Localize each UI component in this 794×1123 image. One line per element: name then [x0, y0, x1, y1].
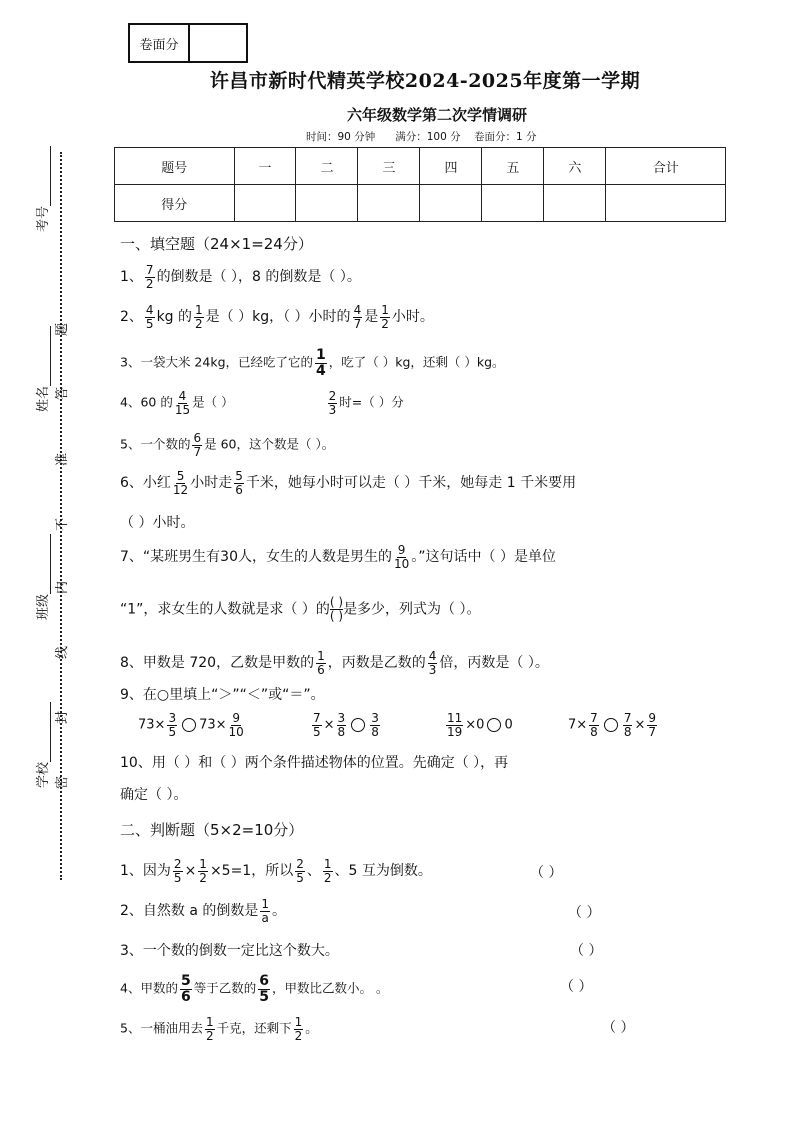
- section1-title: 一、填空题（24×1=24分）: [120, 235, 313, 253]
- compare-circle[interactable]: [182, 718, 196, 732]
- header-cell: 题号: [115, 148, 235, 185]
- header-cell: 合计: [606, 148, 726, 185]
- fraction: $\frac{4}{5}$: [145, 303, 154, 331]
- fraction: $\frac{7}{2}$: [145, 263, 154, 291]
- fraction: $\frac{6}{7}$: [193, 431, 202, 459]
- compare-circle[interactable]: [487, 718, 501, 732]
- fraction: $\frac{5}{6}$: [180, 973, 191, 1005]
- question-7-line2: “1”，求女生的人数就是求（ ）的 ( ) ( ) 是多少，列式为（ ）。: [120, 595, 481, 624]
- judge-2-answer[interactable]: （ ）: [568, 905, 601, 921]
- fraction: $\frac{3}{8}$: [337, 711, 346, 739]
- seal-char: 封: [55, 710, 71, 725]
- score-table-header-row: [115, 148, 726, 185]
- question-5: 5、一个数的 $\frac{6}{7}$ 是 60，这个数是（ ）。: [120, 431, 335, 459]
- judge-2: 2、自然数 a 的倒数是 $\frac{1}{a}$ 。: [120, 897, 287, 925]
- question-10: 10、用（ ）和（ ）两个条件描述物体的位置。先确定（ ），再: [120, 755, 509, 771]
- fraction: $\frac{1}{2}$: [195, 303, 203, 331]
- judge-4: 4、甲数的 $\frac{5}{6}$ 等于乙数的 $\frac{6}{5}$ ，甲数比乙数小。 。: [120, 973, 389, 1005]
- seal-char: 答: [55, 386, 71, 401]
- question-2: 2、 $\frac{4}{5}$ kg 的 $\frac{1}{2}$ 是（ ）kg，（ ）小时的 $\frac{4}{7}$ 是 $\frac{1}{2}$ 小时。: [120, 303, 434, 331]
- fraction: $\frac{2}{5}$: [296, 857, 304, 885]
- judge-1: 1、因为 $\frac{2}{5}$ × $\frac{1}{2}$ ×5=1，所以 $\frac{2}{5}$ 、 $\frac{1}{2}$ 、5 互为倒数。: [120, 857, 432, 885]
- school-field[interactable]: 学校: [32, 702, 51, 788]
- score-cell[interactable]: [482, 185, 544, 222]
- name-field[interactable]: 姓名: [32, 326, 51, 412]
- fraction: $\frac{2}{5}$: [173, 857, 182, 885]
- fraction: $\frac{7}{5}$: [313, 711, 321, 739]
- seal-char: 准: [55, 452, 71, 467]
- seal-char: 题: [55, 322, 71, 337]
- seal-char: 内: [55, 580, 71, 595]
- question-3: 3、一袋大米 24kg，已经吃了它的 $\frac{1}{4}$ ，吃了（ ）kg，还剩（ ）kg。: [120, 347, 505, 379]
- judge-3-answer[interactable]: （ ）: [570, 943, 603, 959]
- question-8: 8、甲数是 720，乙数是甲数的 $\frac{1}{6}$ ，丙数是乙数的 $\frac{4}{3}$ 倍，丙数是（ ）。: [120, 649, 549, 677]
- seal-char: 不: [55, 517, 71, 532]
- score-cell[interactable]: [234, 185, 296, 222]
- fraction: $\frac{1}{2}$: [294, 1015, 303, 1043]
- exam-subtitle: 六年级数学第二次学情调研: [346, 106, 527, 124]
- score-box-label: 卷面分: [130, 25, 190, 61]
- score-table-score-row: [115, 185, 726, 222]
- fraction: $\frac{9}{7}$: [648, 711, 656, 739]
- score-cell[interactable]: [544, 185, 606, 222]
- fraction: $\frac{3}{5}$: [168, 711, 177, 739]
- compare-expression-2: $\frac{7}{5}$ × $\frac{3}{8}$ $\frac{3}{8}$: [313, 711, 379, 739]
- judge-1-answer[interactable]: （ ）: [530, 865, 563, 881]
- header-cell: 四: [420, 148, 482, 185]
- fraction: $\frac{1}{2}$: [205, 1015, 214, 1043]
- judge-5: 5、一桶油用去 $\frac{1}{2}$ 千克，还剩下 $\frac{1}{2}$ 。: [120, 1015, 318, 1043]
- question-6-line2: （ ）小时。: [120, 515, 195, 531]
- class-field[interactable]: 班级: [32, 534, 51, 620]
- fraction: $\frac{1}{2}$: [199, 857, 207, 885]
- exam-title: 许昌市新时代精英学校2024-2025年度第一学期: [209, 70, 641, 92]
- score-table: [114, 147, 726, 222]
- score-cell[interactable]: [606, 185, 726, 222]
- fraction: $\frac{4}{15}$: [174, 389, 191, 417]
- fraction: $\frac{9}{10}$: [228, 711, 244, 739]
- exam-number-field[interactable]: 考号: [32, 146, 51, 232]
- score-box-field[interactable]: [190, 25, 246, 61]
- compare-circle[interactable]: [351, 718, 365, 732]
- fraction: $\frac{5}{6}$: [235, 469, 243, 497]
- judge-5-answer[interactable]: （ ）: [602, 1020, 635, 1036]
- seal-char: 密: [55, 775, 71, 790]
- header-cell: 三: [358, 148, 420, 185]
- row-label: 得分: [115, 185, 235, 222]
- judge-3: 3、一个数的倒数一定比这个数大。: [120, 943, 339, 959]
- seal-char: 线: [55, 645, 71, 660]
- fraction: $\frac{4}{7}$: [353, 303, 362, 331]
- question-1: 1、 $\frac{7}{2}$ 的倒数是（ ），8 的倒数是（ ）。: [120, 263, 361, 291]
- fraction: $\frac{11}{19}$: [447, 711, 463, 739]
- question-9: 9、在○里填上“＞”“＜”或“＝”。: [120, 687, 325, 703]
- fraction: $\frac{4}{3}$: [428, 649, 437, 677]
- question-4: 4、60 的 $\frac{4}{15}$ 是（ ） $\frac{2}{3}$ 时=（ ）分: [120, 389, 404, 417]
- compare-expression-1: 73× $\frac{3}{5}$ 73× $\frac{9}{10}$: [138, 711, 244, 739]
- fraction: $\frac{1}{a}$: [261, 897, 270, 925]
- question-7: 7、“某班男生有30人，女生的人数是男生的 $\frac{9}{10}$ 。”这句话中（ ）是单位: [120, 543, 556, 571]
- fraction: $\frac{9}{10}$: [393, 543, 410, 571]
- fraction: $\frac{1}{2}$: [381, 303, 389, 331]
- binding-dotted-line: [60, 152, 62, 880]
- header-cell: 一: [234, 148, 296, 185]
- exam-meta: 时间：90 分钟 满分：100 分 卷面分：1 分: [306, 131, 537, 143]
- header-cell: 二: [296, 148, 358, 185]
- compare-expression-3: $\frac{11}{19}$ ×0 0: [447, 711, 513, 739]
- fraction: $\frac{1}{4}$: [316, 347, 326, 379]
- section2-title: 二、判断题（5×2=10分）: [120, 821, 304, 839]
- compare-circle[interactable]: [604, 718, 618, 732]
- fraction: $\frac{3}{8}$: [371, 711, 379, 739]
- question-6: 6、小红 $\frac{5}{12}$ 小时走 $\frac{5}{6}$ 千米，她每小时可以走（ ）千米，她每走 1 千米要用: [120, 469, 577, 497]
- header-cell: 六: [544, 148, 606, 185]
- header-cell: 五: [482, 148, 544, 185]
- fraction: $\frac{6}{5}$: [259, 973, 269, 1005]
- score-cell[interactable]: [420, 185, 482, 222]
- fraction: $\frac{7}{8}$: [590, 711, 598, 739]
- compare-expression-4: 7× $\frac{7}{8}$ $\frac{7}{8}$ × $\frac{9}{7}$: [568, 711, 656, 739]
- score-cell[interactable]: [296, 185, 358, 222]
- fraction: $\frac{1}{6}$: [317, 649, 325, 677]
- fraction: $\frac{5}{12}$: [172, 469, 189, 497]
- score-box: [128, 23, 248, 63]
- fraction: $\frac{1}{2}$: [323, 857, 332, 885]
- fraction: $\frac{7}{8}$: [623, 711, 632, 739]
- fraction: $\frac{2}{3}$: [328, 389, 337, 417]
- judge-4-answer[interactable]: （ ）: [560, 979, 593, 995]
- score-cell[interactable]: [358, 185, 420, 222]
- question-10-line2: 确定（ ）。: [120, 787, 188, 803]
